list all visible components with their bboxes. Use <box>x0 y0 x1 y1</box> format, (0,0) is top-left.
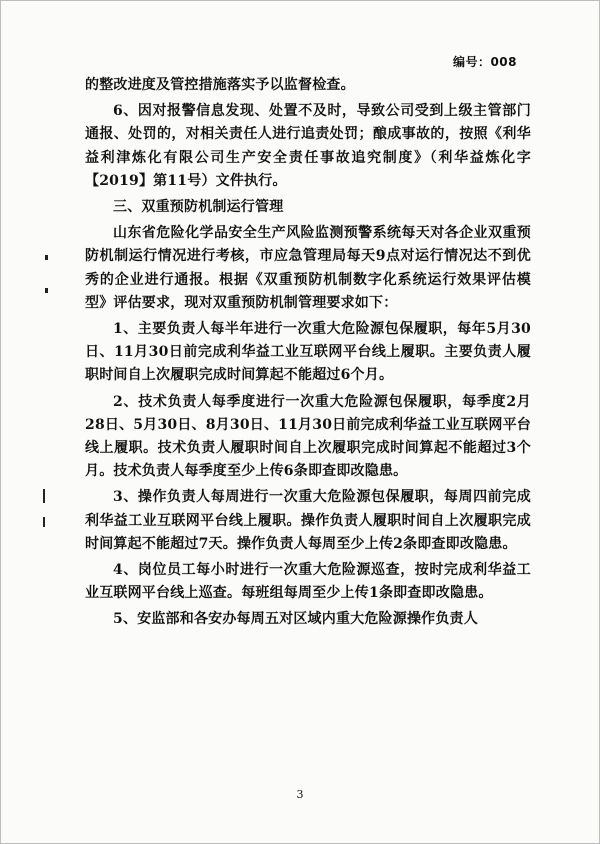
margin-mark <box>45 288 48 293</box>
paragraph: 3、操作负责人每周进行一次重大危险源包保履职，每周四前完成利华益工业互联网平台线上履职。操作负责人履职时间自上次履职完成时间算起不能超过7天。操作负责人每周至少上传2条即查即改隐患。 <box>85 489 531 552</box>
paragraph: 5、安监部和各安办每周五对区域内重大危险源操作负责人 <box>113 611 478 628</box>
paragraph: 山东省危险化学品安全生产风险监测预警系统每天对各企业双重预防机制运行情况进行考核，市应急管理局每天9点对运行情况达不到优秀的企业进行通报。根据《双重预防机制数字化系统运行效果评估模型》评估要求，现对双重预防机制管理要求如下： <box>85 225 531 311</box>
margin-mark <box>45 255 48 260</box>
document-body <box>85 74 531 635</box>
paragraph: 6、因对报警信息发现、处置不及时，导致公司受到上级主管部门通报、处罚的，对相关责任人进行追责处罚；酿成事故的，按照《利华益利津炼化有限公司生产安全责任事故追究制度》（利华益炼化字【2019】第11号）文件执行。 <box>85 103 531 189</box>
document-code: 编号：008 <box>452 55 517 69</box>
paragraph: 1、主要负责人每半年进行一次重大危险源包保履职，每年5月30日、11月30日前完成利华益工业互联网平台线上履职。主要负责人履职时间自上次履职完成时间算起不能超过6个月。 <box>85 321 531 384</box>
margin-mark <box>43 517 45 527</box>
paragraph: 4、岗位员工每小时进行一次重大危险源巡查，按时完成利华益工业互联网平台线上巡查。每班组每周至少上传1条即查即改隐患。 <box>85 562 531 602</box>
section-heading: 三、双重预防机制运行管理 <box>113 199 284 216</box>
page-number: 3 <box>296 788 304 801</box>
paragraph: 的整改进度及管控措施落实予以监督检查。 <box>85 77 355 93</box>
margin-mark <box>43 489 45 503</box>
paragraph: 2、技术负责人每季度进行一次重大危险源包保履职，每季度2月28日、5月30日、8月30日、11月30日前完成利华益工业互联网平台线上履职。技术负责人履职时间自上次履职完成时间算起不能超过3个月。技术负责人每季度至少上传6条即查即改隐患。 <box>85 393 531 480</box>
